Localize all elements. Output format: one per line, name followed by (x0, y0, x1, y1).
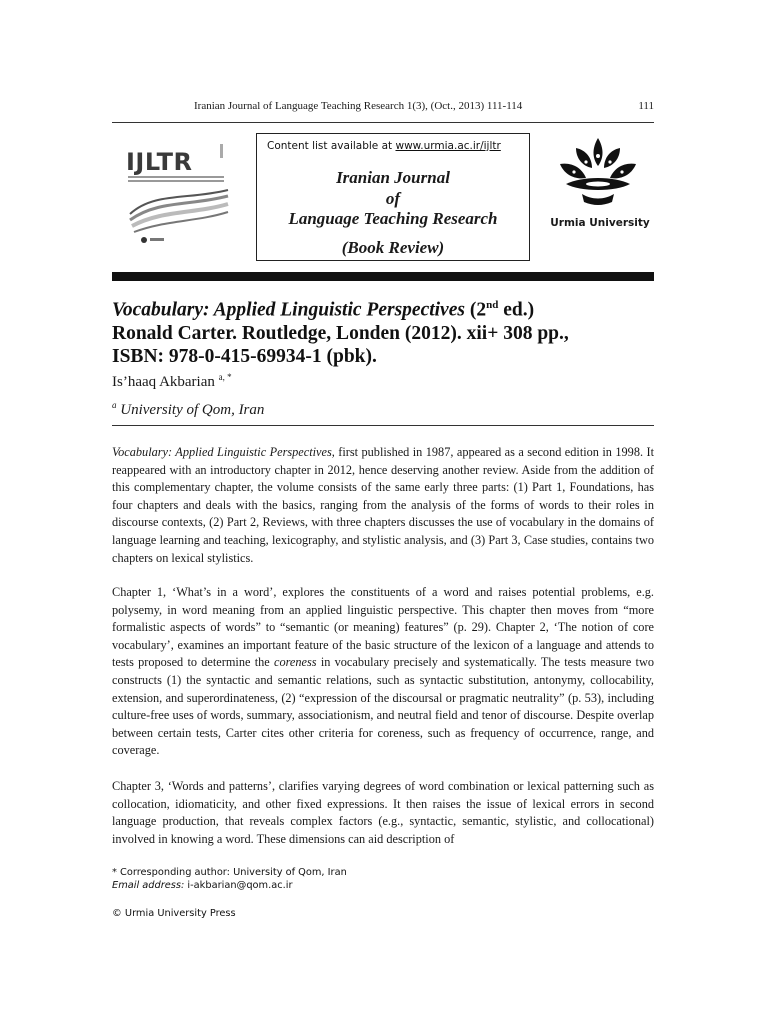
journal-url-link[interactable]: www.urmia.ac.ir/ijltr (395, 140, 501, 152)
swoosh-icon (124, 140, 234, 252)
journal-name (257, 168, 529, 258)
email-label: Email address: (112, 880, 185, 891)
paragraph-1 (112, 444, 654, 567)
content-list-prefix: Content list available at (267, 140, 396, 152)
title-line2: Ronald Carter. Routledge, Londen (2012). xii+ 308 pp., (112, 322, 569, 344)
author (112, 372, 232, 391)
author-marks: a, * (218, 372, 232, 382)
section-label: (Book Review) (341, 237, 445, 257)
paragraph-3 (112, 778, 654, 848)
journal-name-line1: Iranian Journal (336, 168, 450, 187)
journal-name-line3: Language Teaching Research (288, 209, 498, 228)
journal-cover-logo (124, 140, 234, 252)
affiliation-rule (112, 425, 654, 426)
edition-sup: nd (486, 299, 499, 311)
p2-coreness: coreness (273, 655, 317, 670)
content-list-line (267, 140, 501, 152)
university-label: Urmia University (550, 217, 650, 229)
email-value[interactable]: i-akbarian@qom.ac.ir (184, 880, 293, 891)
page-number: 111 (638, 100, 654, 112)
p1-text: first published in 1987, appeared as a second edition in 1998. It reappeared with an introductory chapter in 2012, hence deserving another review. Aside from the addition of this complementary chapter, the volume consists of the same early three parts: (1) Part 1, Foundations, has four chapters and deals with the basics, ranging from the analysis of the forms of words to their roles in discourse contexts, (2) Part 2, Reviews, with three chapters discusses the use of vocabulary in the domains of language learning and teaching, lexicography, and stylistic analysis, and (3) Part 3, Case studies, contains two chapters on lexical stylistics. (112, 445, 654, 565)
journal-header-box (256, 133, 530, 261)
corresponding-author: * Corresponding author: University of Qom, Iran (112, 867, 347, 878)
copyright: © Urmia University Press (112, 908, 236, 919)
running-head (112, 100, 654, 118)
journal-name-line2: of (385, 188, 401, 208)
university-emblem-icon (552, 136, 644, 208)
paragraph-2 (112, 584, 654, 760)
email-line (112, 879, 347, 892)
book-title: Vocabulary: Applied Linguistic Perspectives (112, 299, 465, 321)
affiliation-mark: a (112, 400, 117, 410)
logo-text: IJLTR (126, 148, 193, 176)
p3-text: Chapter 3, ‘Words and patterns’, clarifies varying degrees of word combination or lexical patterning such as collocation, idiomaticity, and other fixed expressions. It then raises the issue of lexical errors in second language production, that reveals complex factors (e.g., syntactic, semantic, stylistic, and collocational) involved in knowing a word. These dimensions can aid description of (112, 779, 654, 846)
author-name: Is’haaq Akbarian (112, 374, 215, 390)
edition-post: ed.) (498, 299, 535, 321)
header-rule (112, 122, 654, 123)
p2-text-a: Chapter 1, ‘What’s in a word’, explores the constituents of a word and raises potential problems, e.g. polysemy, in word meaning from an applied linguistic perspective. This chapter then moves from “more formalistic aspects of words” to “semantic (or meaning) features” (p. 29). Chapter 2, ‘The notion of core vocabulary’, examines an important feature of the basic structure of the lexicon of a language and attends to tests proposed to determine the (112, 585, 654, 670)
article-title (112, 294, 662, 368)
footnote (112, 866, 347, 892)
edition-pre: (2 (464, 299, 487, 321)
affiliation-text: University of Qom, Iran (116, 402, 265, 418)
affiliation (112, 400, 264, 419)
p2-text-b: in vocabulary precisely and systematically. The tests measure two constructs (1) the syntactic and semantic relations, such as syntactic substitution, antonymy, collocability, extension, and superordinateness, (2) “expression of the discoursal or pragmatic neutrality” (p. 53), including culture-free uses of words, summary, associationism, and neutral field and tenor of discourse. Despite overlap between certain tests, Carter cites other criteria for coreness, such as frequency of occurrence, range, and coverage. (112, 655, 654, 758)
journal-citation: Iranian Journal of Language Teaching Research 1(3), (Oct., 2013) 111-114 (194, 100, 523, 112)
title-line3: ISBN: 978-0-415-69934-1 (pbk). (112, 345, 377, 367)
p1-book-title: Vocabulary: Applied Linguistic Perspectives, (112, 445, 335, 459)
title-separator-bar (112, 272, 654, 281)
